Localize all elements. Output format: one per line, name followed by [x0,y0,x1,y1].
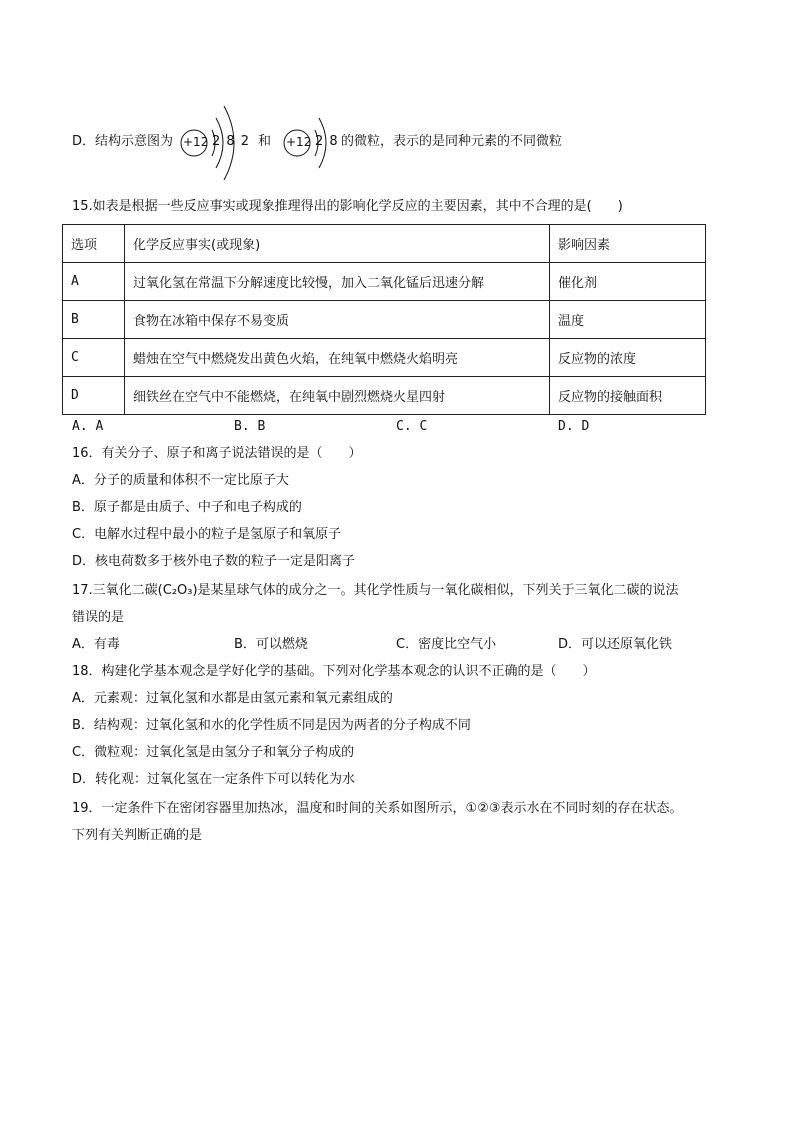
table-cell: 温度 [550,301,706,339]
table-cell: 反应物的浓度 [550,339,706,377]
atom1-nucleus: +12 [183,135,209,149]
q16-option-b: B．原子都是由质子、中子和电子构成的 [72,500,302,515]
q16-option-d: D．核电荷数多于核外电子数的粒子一定是阳离子 [72,554,356,569]
table-row [63,263,706,301]
q15-option-a: A. A [72,419,104,434]
table-cell: D [63,377,125,415]
atom2-nucleus: +12 [286,135,312,149]
atom2-shells: 2 8 [315,134,339,149]
q16-stem: 16．有关分子、原子和离子说法错误的是（ ） [72,446,362,461]
q14-option-d-label: D．结构示意图为 [72,134,174,149]
table-cell: C [63,339,125,377]
table-header-row [63,225,706,263]
q19-stem-line1: 19．一定条件下在密闭容器里加热冰，温度和时间的关系如图所示，①②③表示水在不同时刻的存在状态。 [72,801,683,816]
q18-option-d: D．转化观：过氧化氢在一定条件下可以转化为水 [72,772,356,787]
table-header-cell: 影响因素 [550,225,706,263]
q17-option-a: A．有毒 [72,637,120,652]
atom1-shells: 2 8 2 [212,134,251,149]
q18-option-a: A．元素观：过氧化氢和水都是由氢元素和氧元素组成的 [72,691,393,706]
q19-stem-line2: 下列有关判断正确的是 [72,828,203,843]
table-header-cell: 选项 [63,225,125,263]
q15-table [62,224,706,415]
table-cell: 催化剂 [550,263,706,301]
table-row [63,339,706,377]
table-cell: 蜡烛在空气中燃烧发出黄色火焰，在纯氧中燃烧火焰明亮 [125,339,550,377]
table-row [63,301,706,339]
q15-option-b: B. B [234,419,266,434]
q17-stem-line2: 错误的是 [72,610,125,625]
q15-option-d: D. D [558,419,590,434]
q15-stem: 15.如表是根据一些反应事实或现象推理得出的影响化学反应的主要因素，其中不合理的是( ) [72,199,623,214]
q17-option-c: C．密度比空气小 [396,637,497,652]
q16-option-c: C．电解水过程中最小的粒子是氢原子和氧原子 [72,527,342,542]
q14-joiner: 和 [258,134,272,149]
table-cell: 反应物的接触面积 [550,377,706,415]
q15-option-c: C. C [396,419,428,434]
table-cell: 过氧化氢在常温下分解速度比较慢，加入二氧化锰后迅速分解 [125,263,550,301]
table-cell: 食物在冰箱中保存不易变质 [125,301,550,339]
q17-option-b: B．可以燃烧 [234,637,308,652]
table-cell: B [63,301,125,339]
table-row [63,377,706,415]
q17-option-d: D．可以还原氧化铁 [558,637,673,652]
q16-option-a: A．分子的质量和体积不一定比原子大 [72,473,289,488]
table-cell: A [63,263,125,301]
table-header-cell: 化学反应事实(或现象) [125,225,550,263]
q17-stem-line1: 17.三氧化二碳(C₂O₃)是某星球气体的成分之一。其化学性质与一氧化碳相似，下列关于三氧化二碳的说法 [72,583,679,598]
table-cell: 细铁丝在空气中不能燃烧，在纯氧中剧烈燃烧火星四射 [125,377,550,415]
q18-stem: 18．构建化学基本观念是学好化学的基础。下列对化学基本观念的认识不正确的是（ ） [72,664,596,679]
q18-option-c: C．微粒观：过氧化氢是由氢分子和氧分子构成的 [72,745,355,760]
q18-option-b: B．结构观：过氧化氢和水的化学性质不同是因为两者的分子构成不同 [72,718,471,733]
q14-option-d-tail: 的微粒，表示的是同种元素的不同微粒 [341,134,563,149]
